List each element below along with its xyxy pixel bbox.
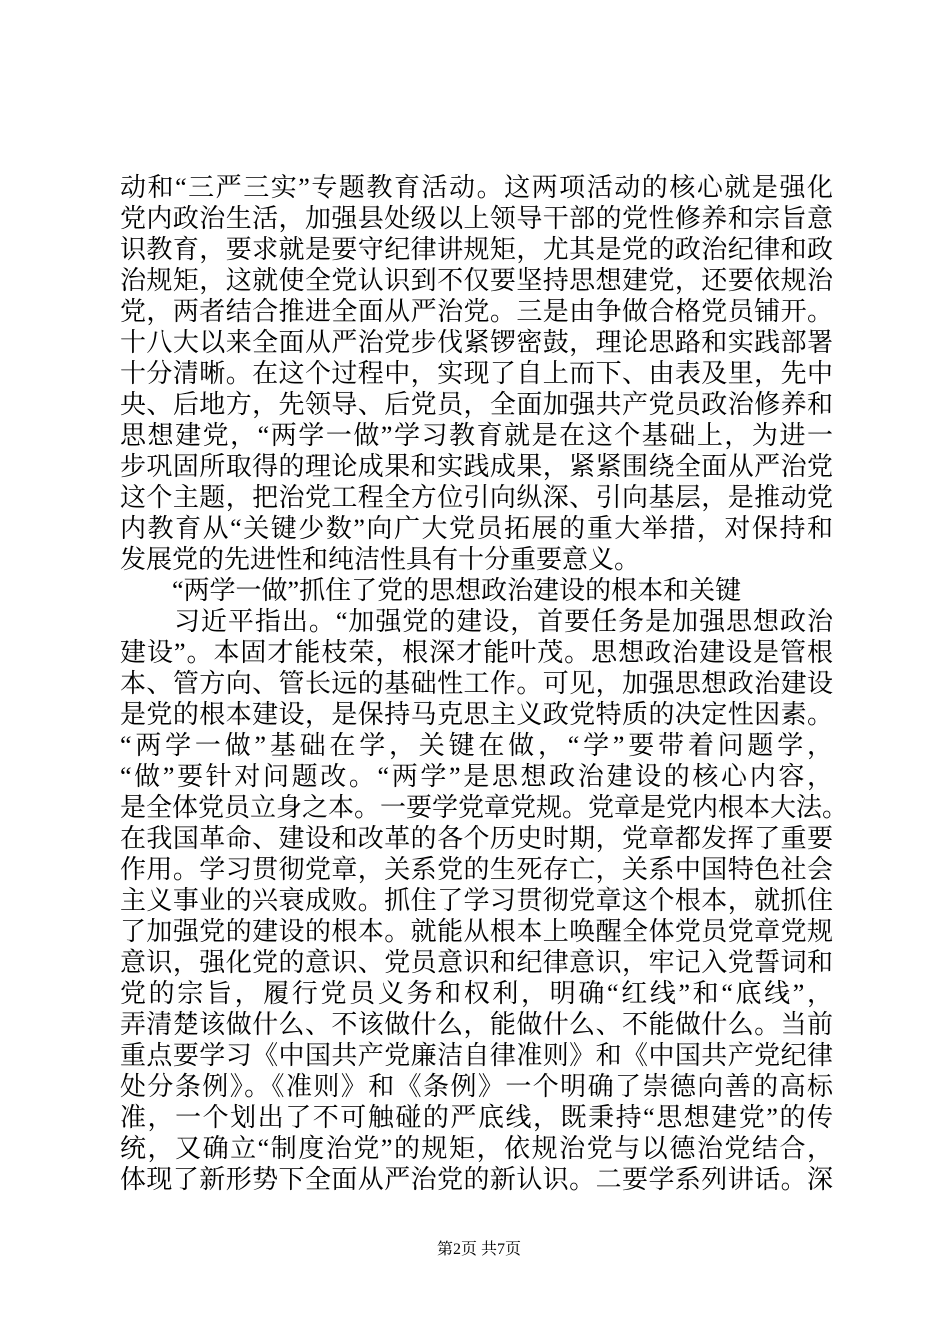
text-line: 动和“三严三实”专题教育活动。这两项活动的核心就是强化 xyxy=(120,173,833,202)
text-line: “两学一做”基础在学，关键在做，“学”要带着问题学， xyxy=(120,731,833,760)
text-line: 内教育从“关键少数”向广大党员拓展的重大举措，对保持和 xyxy=(120,514,833,543)
text-line: 十八大以来全面从严治党步伐紧锣密鼓，理论思路和实践部署 xyxy=(120,328,833,357)
text-line: 重点要学习《中国共产党廉洁自律准则》和《中国共产党纪律 xyxy=(120,1041,833,1070)
text-line: 准，一个划出了不可触碰的严底线，既秉持“思想建党”的传 xyxy=(120,1103,833,1132)
text-line: 思想建党，“两学一做”学习教育就是在这个基础上，为进一 xyxy=(120,421,833,450)
text-line: 是党的根本建设，是保持马克思主义政党特质的决定性因素。 xyxy=(120,700,833,729)
text-line: 央、后地方，先领导、后党员，全面加强共产党员政治修养和 xyxy=(120,390,833,419)
text-line: 这个主题，把治党工程全方位引向纵深、引向基层，是推动党 xyxy=(120,483,833,512)
text-line: 主义事业的兴衰成败。抓住了学习贯彻党章这个根本，就抓住 xyxy=(120,886,833,915)
text-line: 党内政治生活，加强县处级以上领导干部的党性修养和宗旨意 xyxy=(120,204,833,233)
text-line: 发展党的先进性和纯洁性具有十分重要意义。 xyxy=(120,545,641,574)
page-number: 第2页 共7页 xyxy=(437,1241,522,1258)
text-line: 体现了新形势下全面从严治党的新认识。二要学系列讲话。深 xyxy=(120,1165,833,1194)
text-line: “两学一做”抓住了党的思想政治建设的根本和关键 xyxy=(120,576,742,605)
text-line: 十分清晰。在这个过程中，实现了自上而下、由表及里，先中 xyxy=(120,359,833,388)
text-line: 建设”。本固才能枝荣，根深才能叶茂。思想政治建设是管根 xyxy=(120,638,833,667)
text-line: 是全体党员立身之本。一要学党章党规。党章是党内根本大法。 xyxy=(120,793,849,822)
text-line: 习近平指出。“加强党的建设，首要任务是加强思想政治 xyxy=(120,607,833,636)
text-line: 在我国革命、建设和改革的各个历史时期，党章都发挥了重要 xyxy=(120,824,833,853)
text-line: 本、管方向、管长远的基础性工作。可见，加强思想政治建设 xyxy=(120,669,833,698)
text-line: 党的宗旨，履行党员义务和权利，明确“红线”和“底线”， xyxy=(120,979,833,1008)
text-line: 党，两者结合推进全面从严治党。三是由争做合格党员铺开。 xyxy=(120,297,833,326)
text-line: 意识，强化党的意识、党员意识和纪律意识，牢记入党誓词和 xyxy=(120,948,833,977)
text-line: “做”要针对问题改。“两学”是思想政治建设的核心内容， xyxy=(120,762,833,791)
text-line: 弄清楚该做什么、不该做什么，能做什么、不能做什么。当前 xyxy=(120,1010,833,1039)
text-line: 治规矩，这就使全党认识到不仅要坚持思想建党，还要依规治 xyxy=(120,266,833,295)
text-line: 识教育，要求就是要守纪律讲规矩，尤其是党的政治纪律和政 xyxy=(120,235,833,264)
text-line: 了加强党的建设的根本。就能从根本上唤醒全体党员党章党规 xyxy=(120,917,833,946)
text-line: 处分条例》。《准则》和《条例》一个明确了崇德向善的高标 xyxy=(120,1072,833,1101)
page-body xyxy=(120,172,849,1195)
text-line: 统，又确立“制度治党”的规矩，依规治党与以德治党结合， xyxy=(120,1134,833,1163)
text-line: 作用。学习贯彻党章，关系党的生死存亡，关系中国特色社会 xyxy=(120,855,833,884)
text-line: 步巩固所取得的理论成果和实践成果，紧紧围绕全面从严治党 xyxy=(120,452,833,481)
